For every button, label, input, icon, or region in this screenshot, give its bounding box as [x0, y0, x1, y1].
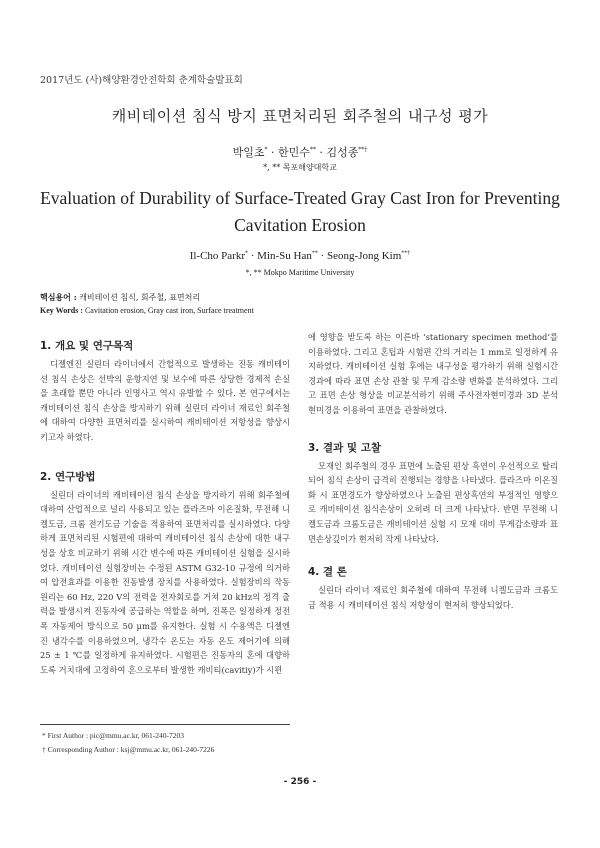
section-3-text: 모재인 회주철의 경우 표면에 노출된 편상 흑연이 우선적으로 탈리되어 침식 손상이 급격히 진행되는 경향을 나타냈다. 플라즈마 이온질화 시 표면경도가 향상하였으나 노출된 편상흑연의 부정적인 영향으로 캐비테이션 침식손상이 오히려 더 크게 나타났다. 반면 무전해 니켈도금과 크롬도금은 캐비테이션 실험 시 모재 대비 무게감소량과 표면손상깊이가 현저히 작게 나타났다.	[308, 460, 558, 544]
author-1-en: Il-Cho Parkr	[189, 250, 245, 262]
author-separator: ·	[267, 146, 279, 159]
section-4-heading: 4. 결 론	[308, 566, 347, 579]
author-1-mark: *	[245, 250, 248, 257]
footnote-first-author: * First Author : pic@mmu.ac.kr, 061-240-7203	[42, 731, 185, 740]
section-4-text: 실린더 라이너 재료인 회주철에 대하여 무전해 니켈도금과 크롬도금 적용 시 캐비테이션 침식 저항성이 현저히 향상되었다.	[308, 585, 558, 610]
author-3-en: Seong-Jong Kim	[327, 250, 402, 262]
author-separator: ·	[248, 250, 258, 262]
keywords-en-text: Cavitation erosion, Gray cast iron, Surface treatment	[82, 306, 254, 315]
authors-english	[0, 250, 600, 262]
footnote-corresponding-author: † Corresponding Author : ksj@mmu.ac.kr, 061-240-7226	[42, 745, 215, 754]
author-3-ko: 김성종	[326, 146, 359, 159]
page-number: - 256 -	[283, 777, 317, 787]
footnote-divider	[40, 724, 290, 725]
keywords-ko-label: 핵심용어 :	[40, 292, 77, 302]
keywords-ko-text: 캐비테이션 침식, 회주철, 표면처리	[76, 293, 201, 302]
authors-korean	[0, 144, 600, 160]
author-2-mark: **	[311, 250, 318, 257]
keywords-korean	[40, 291, 200, 304]
section-1-text: 디젤엔진 실린더 라이너에서 간헐적으로 발생하는 진동 캐비테이션 침식 손상은 선박의 운항지연 및 보수에 따른 상당한 경제적 손실을 초래할 뿐만 아니라 인명사고 역시 유발할 수 있다. 본 연구에서는 캐비테이션 침식 손상을 방지하기 위해 실린더 라이너 재료인 회주철에 대하여 다양한 표면처리를 실시하여 캐비테이션 저항성을 향상시키고자 하였다.	[40, 359, 290, 442]
section-1-heading: 1. 개요 및 연구목적	[40, 340, 134, 352]
conference-header: 2017년도 (사)해양환경안전학회 춘계학술발표회	[40, 75, 243, 86]
left-column	[40, 338, 290, 677]
author-1-ko: 박일초	[232, 146, 265, 159]
keywords-en-label: Key Words :	[40, 306, 83, 315]
author-3-mark: **†	[401, 250, 411, 257]
title-english: Evaluation of Durability of Surface-Treated Gray Cast Iron for Preventing Cavitation Erosion	[40, 188, 560, 235]
author-2-mark: **	[309, 146, 316, 154]
title-korean: 캐비테이션 침식 방지 표면처리된 회주철의 내구성 평가	[111, 107, 489, 125]
section-2-text: 실린더 라이너의 캐비테이션 침식 손상을 방지하기 위해 회주철에 대하여 산업적으로 널리 사용되고 있는 플라즈마 이온질화, 무전해 니켈도금, 크롬 전기도금 기술을 적용하여 표면처리를 실시하였다. 다양하게 표면처리된 시험편에 대하여 캐비테이션 침식 손상에 대한 내구성을 상호 비교하기 위해 시간 변수에 따른 캐비테이션 실험을 실시하였다. 캐비테이션 실험장비는 수정된 ASTM G32-10 규정에 의거하여 압전효과를 이용한 진동발생 장치를 사용하였다. 실험장비의 작동원리는 60 Hz, 220 V의 전력을 전자회로를 거쳐 20 kHz의 정격 출력을 발생시켜 진동자에 공급하는 역할을 하며, 진폭은 일정하게 정전폭 자동제어 방식으로 50 μm를 유지한다. 실험 시 수용액은 디젤엔진 냉각수를 이용하였으며, 냉각수 온도는 자동 온도 제어기에 의해 25 ± 1 ℃를 일정하게 유지하였다. 시험편은 진동자의 혼에 대향하도록 거치대에 고정하여 혼으로부터 발생한 캐비티(cavitiy)가 시편	[40, 489, 290, 675]
affiliation-english: *, ** Mokpo Maritime University	[245, 268, 355, 277]
author-2-ko: 한민수	[278, 146, 310, 159]
right-column	[308, 330, 558, 612]
section-2-heading: 2. 연구방법	[40, 470, 96, 483]
keywords-english	[40, 305, 254, 317]
author-2-en: Min-Su Han	[257, 250, 312, 262]
author-3-mark: **†	[358, 146, 368, 154]
author-1-mark: *	[264, 146, 268, 154]
section-2-text-continued: 에 영향을 받도록 하는 이른바 ‘stationary specimen method’를 이용하였다. 그리고 혼팁과 시험편 간의 거리는 1 mm로 일정하게 유지하였다. 캐비테이션 실험 후에는 내구성을 평가하기 위해 실험시간 경과에 따라 표면 손상 관찰 및 무게 감소량 변화를 분석하였다. 그리고 표면 손상 형상을 비교분석하기 위해 주사전자현미경과 3D 분석 현미경을 이용하여 표면을 관찰하였다.	[308, 332, 558, 415]
author-separator: ·	[317, 250, 328, 262]
author-separator: ·	[315, 146, 327, 159]
section-3-heading: 3. 결과 및 고찰	[308, 441, 381, 454]
affiliation-korean: *, ** 목포해양대학교	[263, 163, 337, 172]
